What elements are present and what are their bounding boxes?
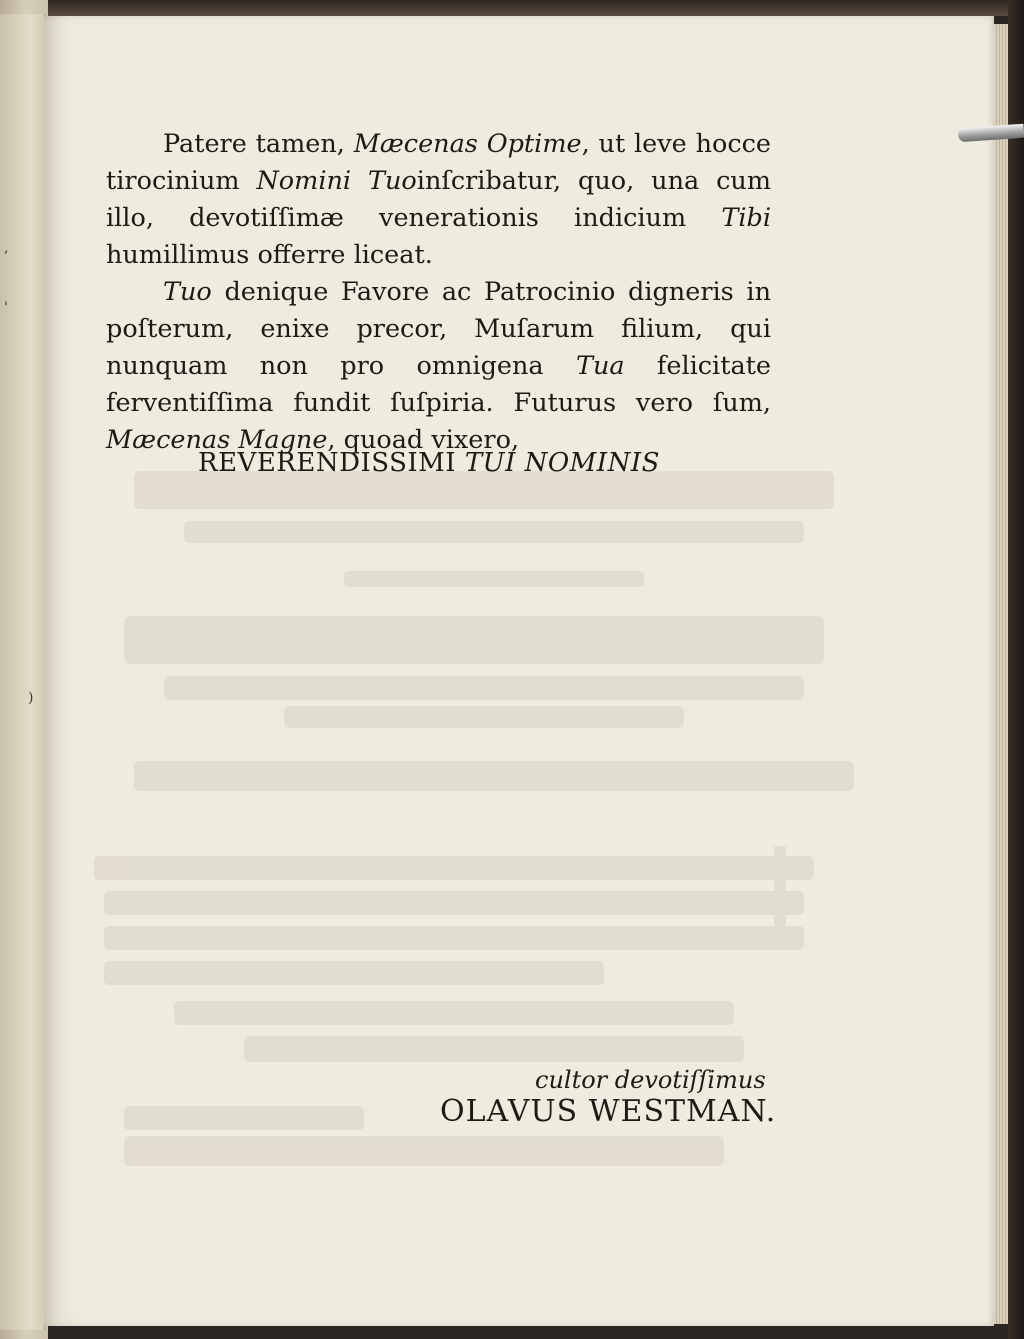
gutter-mark: ' — [4, 300, 8, 316]
paragraph-2 — [106, 274, 771, 459]
text-run: denique Favore ac Patrocinio digneris in poſterum, enixe precor, Muſarum filium, qui nunquam non pro omnigena — [106, 277, 771, 381]
closing-cultor: cultor devotiſſimus — [535, 1066, 766, 1094]
italic-run: Tuo — [368, 166, 417, 196]
salutation-italic: TUI NOMINIS — [464, 448, 660, 478]
gutter-mark: , — [4, 240, 9, 256]
text-run: humillimus offerre liceat. — [106, 240, 433, 270]
italic-run: Mæcenas Magne — [106, 425, 328, 455]
left-page-edge — [0, 14, 45, 1330]
signature-name: OLAVUS WESTMAN. — [440, 1094, 777, 1129]
dedication-text — [106, 126, 771, 459]
salutation-roman: REVERENDISSIMI — [198, 448, 465, 478]
text-run: felicitate ferventiſſima fundit ſuſpiria. Futurus vero ſum, — [106, 351, 771, 418]
salutation-line — [198, 448, 798, 478]
gutter-mark: ) — [28, 690, 34, 706]
text-run: , quoad vixero, — [327, 425, 520, 455]
italic-run: Nomini — [256, 166, 352, 196]
text-run: inſcribatur, quo, una cum illo, devotiſſimæ venerationis indicium — [106, 166, 772, 233]
italic-run: Tibi — [721, 203, 771, 233]
italic-run: Tua — [575, 351, 625, 381]
text-run: , ut leve hocce tirocinium — [106, 129, 772, 196]
book-cover-right — [1008, 0, 1024, 1339]
italic-run: Mæcenas Optime — [353, 129, 582, 159]
italic-run: Tuo — [163, 277, 212, 307]
paragraph-1 — [106, 126, 771, 274]
book-cover-top — [0, 0, 1024, 16]
page-stack-edge — [994, 24, 1008, 1324]
text-run: Patere tamen, — [163, 129, 354, 159]
text-run — [351, 166, 368, 196]
